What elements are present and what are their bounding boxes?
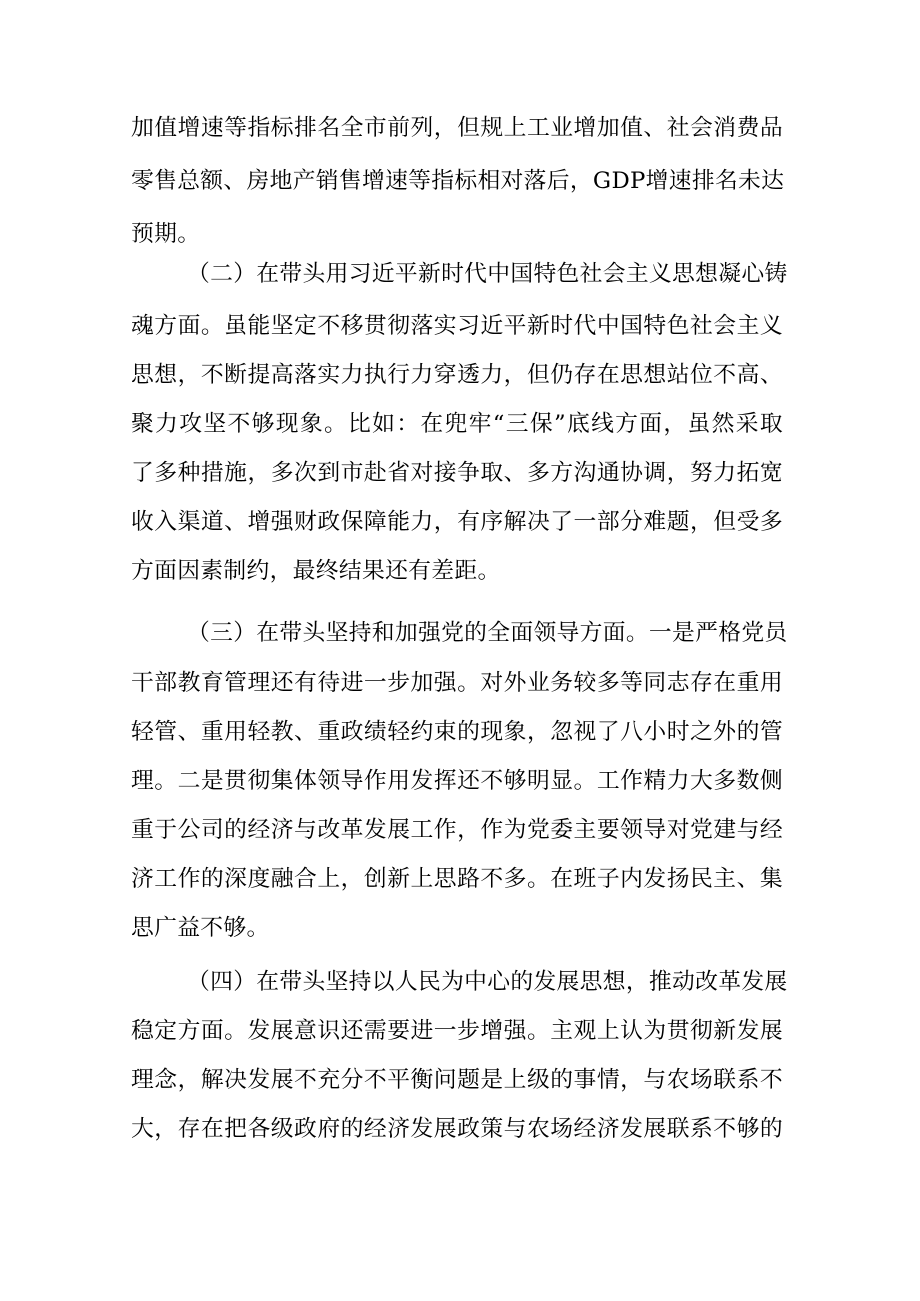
text-line: 魂方面。虽能坚定不移贯彻落实习近平新时代中国特色社会主义	[131, 313, 783, 339]
text-line: 思广益不够。	[131, 915, 270, 941]
text-line: 重于公司的经济与改革发展工作，作为党委主要领导对党建与经	[131, 817, 783, 843]
text-line: 聚力攻坚不够现象。比如：在兜牢“三保”底线方面，虽然采取	[131, 411, 783, 437]
text-line: 干部教育管理还有待进一步加强。对外业务较多等同志存在重用	[131, 670, 783, 696]
text-line: 零售总额、房地产销售增速等指标相对落后，GDP增速排名未达	[131, 168, 785, 194]
text-line: 收入渠道、增强财政保障能力，有序解决了一部分难题，但受多	[131, 509, 783, 535]
text-line: （四）在带头坚持以人民为中心的发展思想，推动改革发展	[187, 969, 788, 995]
text-line: 思想，不断提高落实力执行力穿透力，但仍存在思想站位不高、	[131, 362, 783, 388]
text-line: 方面因素制约，最终结果还有差距。	[131, 558, 501, 584]
text-line: 理念，解决发展不充分不平衡问题是上级的事情，与农场联系不	[131, 1067, 783, 1093]
text-line: 轻管、重用轻教、重政绩轻约束的现象，忽视了八小时之外的管	[131, 719, 783, 745]
text-line: 加值增速等指标排名全市前列，但规上工业增加值、社会消费品	[131, 115, 783, 141]
text-line: 大，存在把各级政府的经济发展政策与农场经济发展联系不够的	[131, 1116, 783, 1142]
text-line: 了多种措施，多次到市赴省对接争取、多方沟通协调，努力拓宽	[131, 460, 783, 486]
text-line: （二）在带头用习近平新时代中国特色社会主义思想凝心铸	[187, 261, 788, 287]
text-line: 济工作的深度融合上，创新上思路不多。在班子内发扬民主、集	[131, 866, 783, 892]
text-line: 预期。	[131, 221, 201, 247]
text-line: （三）在带头坚持和加强党的全面领导方面。一是严格党员	[187, 620, 788, 646]
text-line: 稳定方面。发展意识还需要进一步增强。主观上认为贯彻新发展	[131, 1018, 783, 1044]
text-line: 理。二是贯彻集体领导作用发挥还不够明显。工作精力大多数侧	[131, 768, 783, 794]
